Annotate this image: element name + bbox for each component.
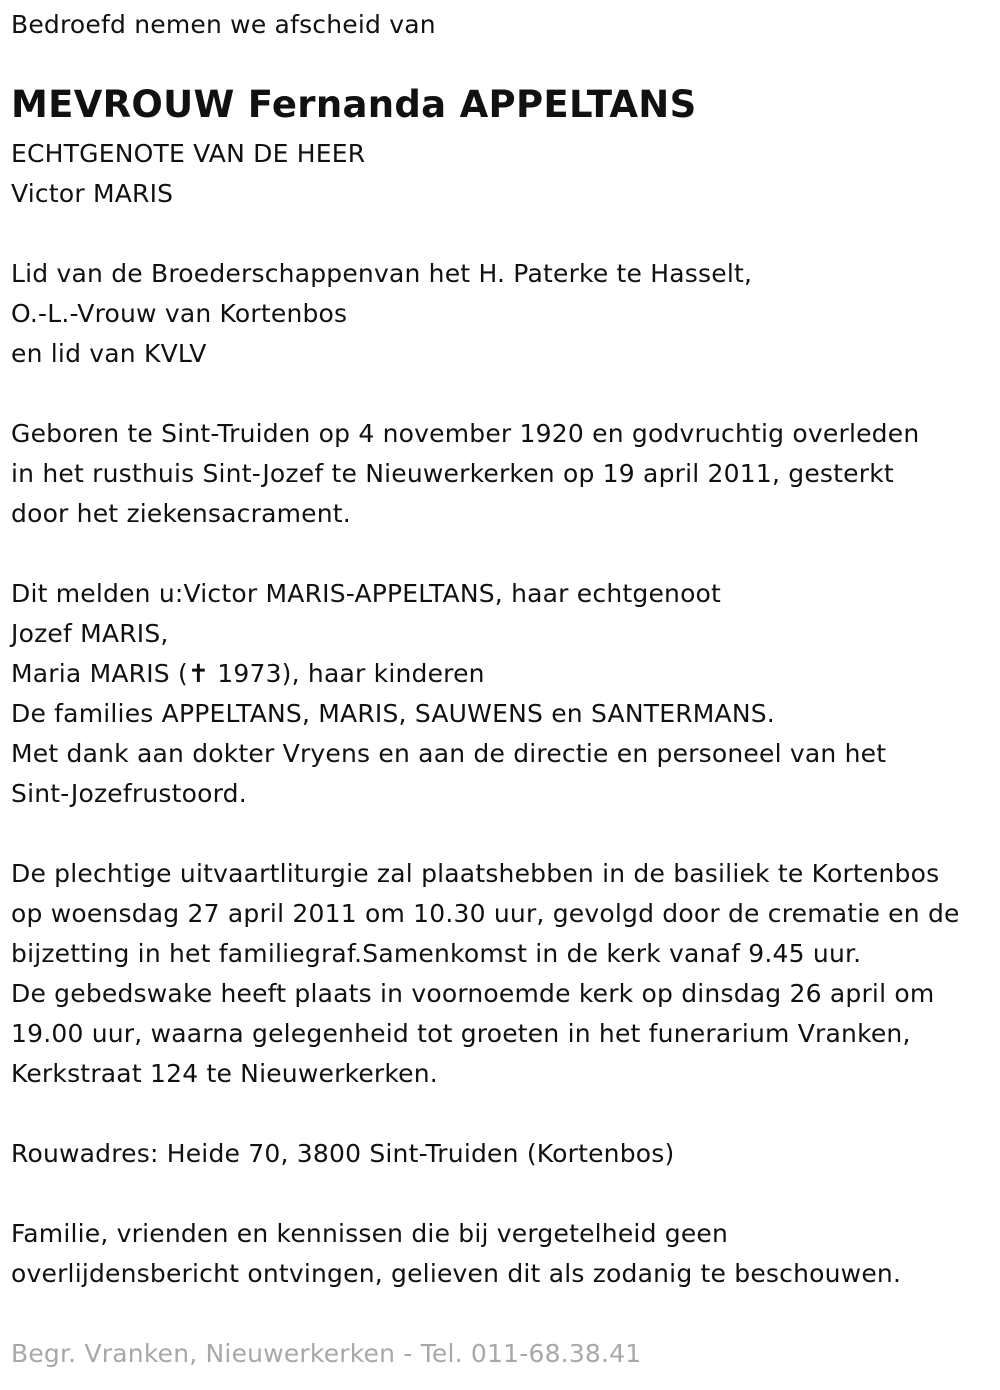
intro-text: Bedroefd nemen we afscheid van xyxy=(11,10,436,39)
ceremony-line: De plechtige uitvaartliturgie zal plaatshebben in de basiliek te Kortenbos xyxy=(11,859,940,888)
closing-line: Familie, vrienden en kennissen die bij vergetelheid geen xyxy=(11,1219,729,1248)
family-line: Jozef MARIS, xyxy=(11,619,169,648)
life-line: in het rusthuis Sint-Jozef te Nieuwerkerken op 19 april 2011, gesterkt xyxy=(11,459,894,488)
family-line: Dit melden u:Victor MARIS-APPELTANS, haar echtgenoot xyxy=(11,579,722,608)
family-line: De families APPELTANS, MARIS, SAUWENS en SANTERMANS. xyxy=(11,699,775,728)
ceremony-line: bijzetting in het familiegraf.Samenkomst in de kerk vanaf 9.45 uur. xyxy=(11,939,862,968)
ceremony-line: 19.00 uur, waarna gelegenheid tot groeten in het funerarium Vranken, xyxy=(11,1019,911,1048)
spouse-name: Victor MARIS xyxy=(11,179,174,208)
funeral-home-contact: Begr. Vranken, Nieuwerkerken - Tel. 011-68.38.41 xyxy=(11,1339,642,1368)
family-line: Met dank aan dokter Vryens en aan de directie en personeel van het xyxy=(11,739,887,768)
life-line: door het ziekensacrament. xyxy=(11,499,351,528)
family-line: Maria MARIS (✝ 1973), haar kinderen xyxy=(11,659,485,688)
deceased-name: MEVROUW Fernanda APPELTANS xyxy=(11,83,697,126)
membership-line: en lid van KVLV xyxy=(11,339,207,368)
family-line: Sint-Jozefrustoord. xyxy=(11,779,247,808)
membership-line: O.-L.-Vrouw van Kortenbos xyxy=(11,299,348,328)
membership-line: Lid van de Broederschappenvan het H. Paterke te Hasselt, xyxy=(11,259,753,288)
ceremony-line: De gebedswake heeft plaats in voornoemde kerk op dinsdag 26 april om xyxy=(11,979,935,1008)
life-line: Geboren te Sint-Truiden op 4 november 1920 en godvruchtig overleden xyxy=(11,419,920,448)
ceremony-line: op woensdag 27 april 2011 om 10.30 uur, gevolgd door de crematie en de xyxy=(11,899,960,928)
mourning-address: Rouwadres: Heide 70, 3800 Sint-Truiden (Kortenbos) xyxy=(11,1139,675,1168)
ceremony-line: Kerkstraat 124 te Nieuwerkerken. xyxy=(11,1059,438,1088)
spouse-title: ECHTGENOTE VAN DE HEER xyxy=(11,139,366,168)
closing-line: overlijdensbericht ontvingen, gelieven dit als zodanig te beschouwen. xyxy=(11,1259,902,1288)
